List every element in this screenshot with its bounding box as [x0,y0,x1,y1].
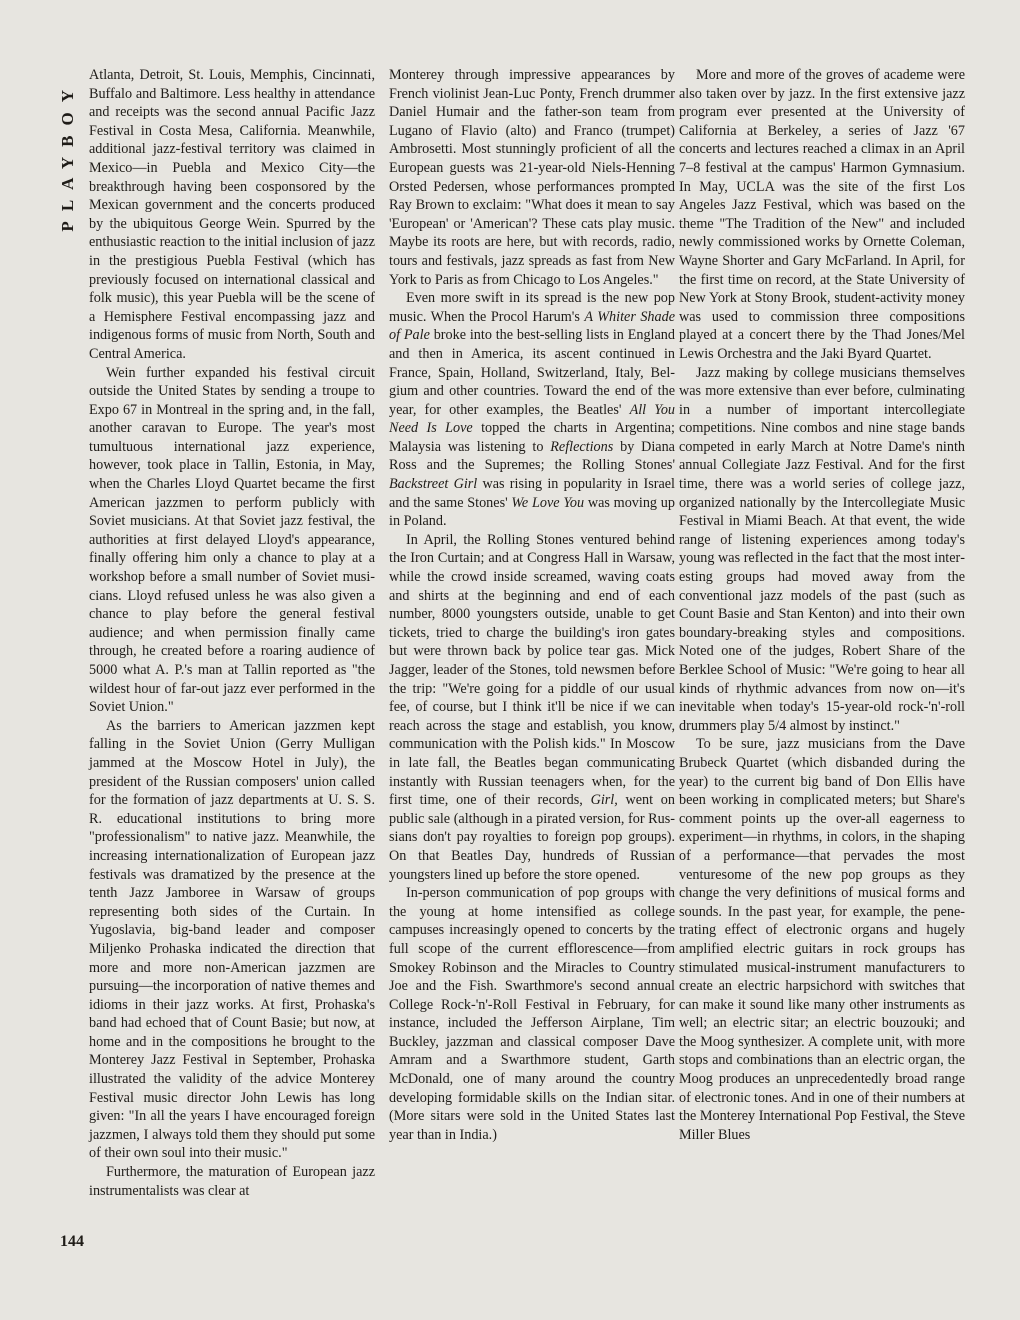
paragraph: Jazz making by college musicians themselves was more extensive than ever before, culminating in a number of important intercollegiate competitions. Nine combos and nine stage bands competed in early March at Notre Dame's ninth annual Collegiate Jazz Festival. And for the first time, there was a world series of college jazz, organized nationally by the Intercollegiate Music Festival in Miami Beach. At that event, the wide range of listening experiences among today's young was reflected in the fact that the most interesting groups had moved away from the conventional jazz models of the past (such as Count Basie and Stan Kenton) and into their own boundary-breaking styles and compositions. Noted one of the judges, Robert Share of the Berklee School of Music: "We're going to hear all kinds of rhythmic advances from now on—it's inevitable when today's 15-year-old rock-'n'-roll drummers play 5/4 almost by instinct." [679,364,965,734]
paragraph: Furthermore, the maturation of European jazz instrumentalists was clear at [89,1164,375,1199]
column-1 [89,66,375,1200]
column-2 [389,66,675,1144]
page-number: 144 [60,1233,84,1250]
paragraph: More and more of the groves of academe were also taken over by jazz. In the first extensive jazz program ever presented at the University of California at Berkeley, a series of Jazz '67 concerts and lectures reached a climax in an April 7–8 festival at the campus' Harmon Gymnasium. In May, UCLA was the site of the first Los Angeles Jazz Festival, which was based on the theme "The Tradition of the New" and included newly commissioned works by Ornette Coleman, Wayne Shorter and Gary McFarland. In April, for the first time on record, at the State University of New York at Stony Brook, student-activity money was used to commission three compositions played at a concert there by the Thad Jones/Mel Lewis Orchestra and the Jaki Byard Quartet. [679,67,965,362]
paragraph: In-person communication of pop groups with the young at home intensified as college campuses increasingly opened to concerts by the full scope of the current efflorescence—from Smokey Robinson and the Miracles to Country Joe and the Fish. Swarthmore's second annual College Rock-'n'-Roll Festival in February, for instance, included the Jefferson Airplane, Tim Buckley, jazzman and classical composer Dave Amram and a Swarthmore student, Garth McDonald, one of many around the country developing formidable skills on the Indian sitar. (More sitars were sold in the United States last year than in India.) [389,885,675,1143]
paragraph: Atlanta, Detroit, St. Louis, Memphis, Cincinnati, Buffalo and Baltimore. Less healthy in attendance and receipts was the second annual Pacific Jazz Festival in Costa Mesa, California. Meanwhile, additional jazz-festival territory was claimed in Mexico—in Puebla and Mexico City—the breakthrough having been cosponsored by the Mexican government and the concerts produced by the ubiquitous George Wein. Spurred by the enthusiastic reaction to the initial inclusion of jazz in the prestigious Puebla Festival (which has previously focused on international classical and folk music), this year Puebla will be the scene of a Hemisphere Festival encompassing jazz and indigenous forms of music from North, South and Central America. [89,67,375,362]
paragraph: As the barriers to American jazzmen kept falling in the Soviet Union (Gerry Mulligan jammed at the Moscow Hotel in July), the president of the Russian composers' union called for the formation of jazz departments at U. S. S. R. educational institutions to bring more "professionalism" to native jazz. Meanwhile, the increasing internationalization of European jazz festivals was dramatized by the presence at the tenth Jazz Jamboree in Warsaw of groups representing both sides of the Curtain. In Yugoslavia, big-band leader and composer Miljenko Prohaska indicated the direction that more and more non-American jazzmen are pursuing—the incorporation of native themes and idioms in their jazz works. At first, Prohaska's band had echoed that of Count Basie; but now, at home and in the compositions he brought to the Monterey Jazz Festival in September, Prohaska illustrated the validity of the advice Monterey Festival music director John Lewis has long given: "In all the years I have encouraged foreign jazzmen, I always told them they should put some of their own soul into their music." [89,717,375,1162]
running-masthead: PLAYBOY [58,80,77,232]
paragraph: Monterey through impressive appearances by French violinist Jean-Luc Ponty, French drummer Daniel Humair and the father-son team from Lugano of Flavio (alto) and Franco (trumpet) Ambrosetti. Most stunningly proficient of all the European guests was 21-year-old Niels-Henning Orsted Pedersen, whose performances prompted Ray Brown to exclaim: "What does it mean to say 'European' or 'American'? These cats play music. Maybe its roots are here, but with records, radio, tours and festivals, jazz spreads as fast from New York to Paris as from Chicago to Los Angeles." [389,67,675,288]
column-3 [679,66,965,1144]
paragraph: Wein further expanded his festival circuit outside the United States by sending a troupe to Expo 67 in Montreal in the spring and, in the fall, another caravan to Europe. The year's most tumultuous international jazz experience, however, took place in Tallin, Estonia, in May, when the Charles Lloyd Quartet became the first American jazzmen to perform publicly with Soviet musicians. At that Soviet jazz festival, the authorities at first delayed Lloyd's appearance, finally offering him only a chance to play at a workshop before a small number of Soviet musicians. Lloyd refused unless he was also given a chance to play before the general festival audience; and when permission finally came through, he created before a roaring audience of 5000 what A. P.'s man at Tallin reported as "the wildest hour of far-out jazz ever performed in the Soviet Union." [89,364,375,716]
paragraph: To be sure, jazz musicians from the Dave Brubeck Quartet (which disbanded during the year) to the current big band of Don Ellis have been working in complicated meters; but Share's comment points up the over-all eagerness to experiment—in rhythms, in colors, in the shaping of a performance—that pervades the most venturesome of the new pop groups as they change the very definitions of musical forms and sounds. In the past year, for example, the penetrating effect of electronic organs and hugely amplified electric guitars in rock groups has stimulated musical-instrument manufacturers to create an electric harpsichord with switches that can make it sound like many other instruments as well; an electric sitar; an electric bouzouki; and the Moog synthesizer. A complete unit, with more stops and combinations than an electric organ, the Moog produces an unprecedentedly broad range of electronic tones. And in one of their numbers at the Monterey International Pop Festival, the Steve Miller Blues [679,736,965,1143]
paragraph: In April, the Rolling Stones ventured behind the Iron Curtain; and at Congress Hall in Warsaw, while the crowd inside screamed, waving coats and shirts at the beginning and end of each number, 8000 youngsters outside, unable to get tickets, tried to charge the building's iron gates but were thrown back by police tear gas. Mick Jagger, leader of the Stones, told newsmen before the trip: "We're going for a piddle of our usual fee, of course, but I think it'll be nice if we can reach across the stage and establish, you know, communication with the Polish kids." In Moscow in late fall, the Beatles began communicating instantly with Russian teenagers when, for the first time, one of their records, Girl, went on public sale (although in a pirated version, for Russians don't pay royalties to foreign pop groups). On that Beatles Day, hundreds of Russian youngsters lined up before the store opened. [389,531,675,883]
paragraph: Even more swift in its spread is the new pop music. When the Procol Harum's A Whiter Shade of Pale broke into the best-selling lists in England and then in America, its ascent continued in France, Spain, Holland, Switzerland, Italy, Belgium and other countries. Toward the end of the year, for other examples, the Beatles' All You Need Is Love topped the charts in Argentina; Malaysia was listening to Reflections by Diana Ross and the Supremes; the Rolling Stones' Backstreet Girl was rising in popularity in Israel and the same Stones' We Love You was moving up in Poland. [389,290,676,530]
